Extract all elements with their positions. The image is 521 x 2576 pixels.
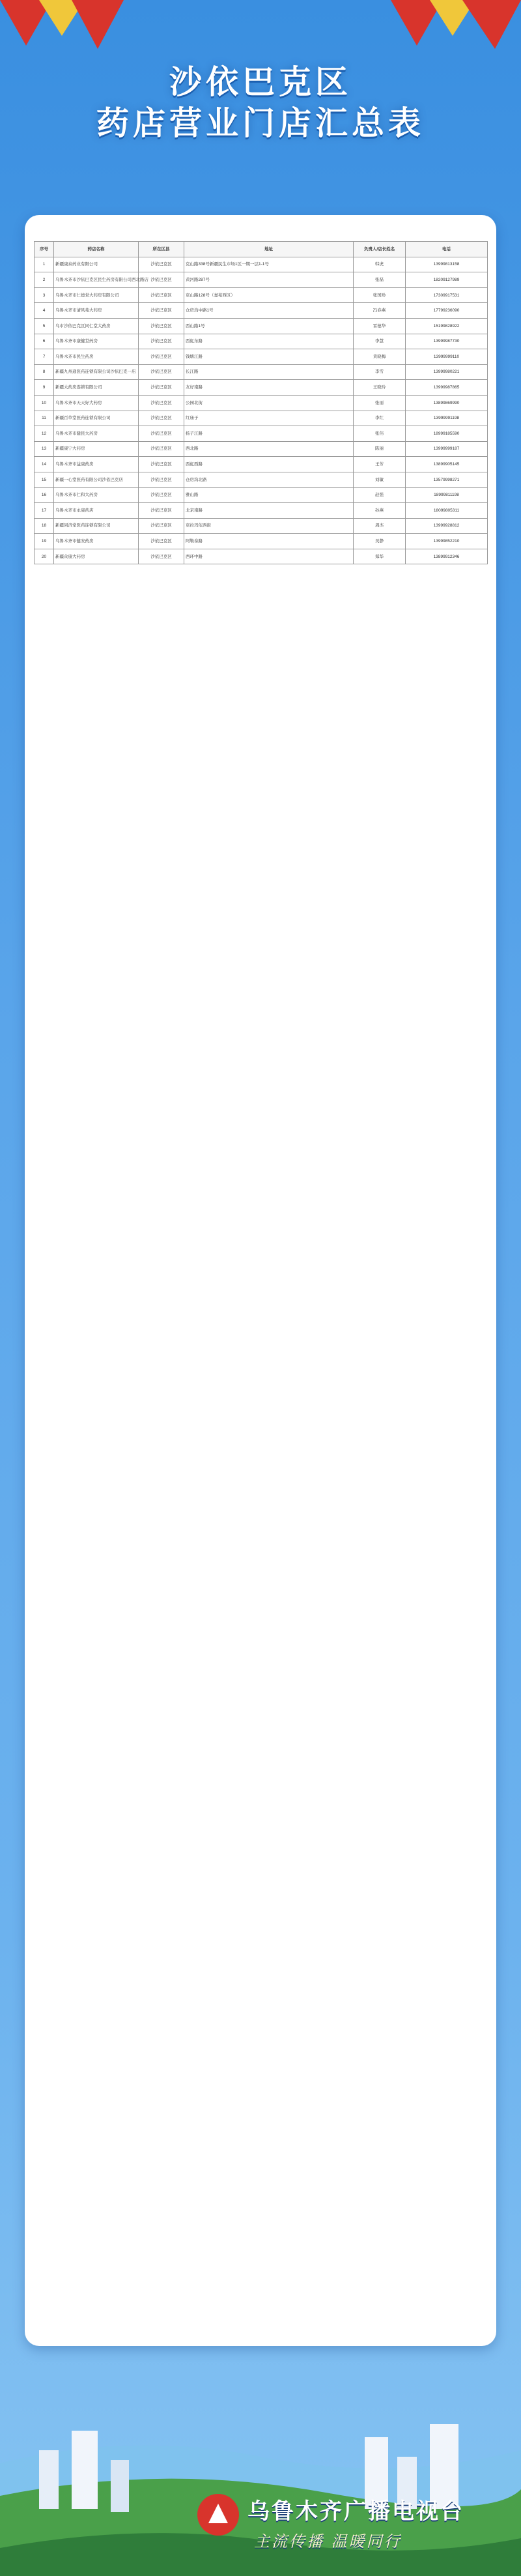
cell-manager: 张伟 bbox=[354, 426, 406, 442]
cell-district: 沙依巴克区 bbox=[139, 272, 184, 288]
cell-address: 红庙子 bbox=[184, 411, 354, 426]
cell-phone: 13899912346 bbox=[406, 549, 488, 564]
cell-manager: 冯春燕 bbox=[354, 303, 406, 319]
header-index: 序号 bbox=[35, 242, 54, 257]
cell-manager: 雷德华 bbox=[354, 318, 406, 334]
top-flags-decoration bbox=[0, 0, 521, 52]
cell-index: 17 bbox=[35, 503, 54, 519]
cell-address: 北京南路 bbox=[184, 503, 354, 519]
pharmacy-table bbox=[34, 241, 487, 564]
cell-district: 沙依巴克区 bbox=[139, 503, 184, 519]
cell-manager: 孙燕 bbox=[354, 503, 406, 519]
cell-phone: 13999813158 bbox=[406, 257, 488, 272]
table-row bbox=[35, 426, 488, 442]
cell-district: 沙依巴克区 bbox=[139, 318, 184, 334]
cell-manager: 张丽 bbox=[354, 395, 406, 411]
table-row bbox=[35, 272, 488, 288]
cell-address: 友好南路 bbox=[184, 380, 354, 396]
cell-address: 西北路 bbox=[184, 441, 354, 457]
cell-store-name: 新疆康宁大药房 bbox=[54, 441, 139, 457]
cell-address: 西山路1号 bbox=[184, 318, 354, 334]
cell-district: 沙依巴克区 bbox=[139, 349, 184, 365]
cell-store-name: 乌鲁木齐市益康药房 bbox=[54, 457, 139, 472]
cell-district: 沙依巴克区 bbox=[139, 534, 184, 549]
cell-store-name: 乌鲁木齐市康健堂药房 bbox=[54, 334, 139, 349]
cell-manager: 郑华 bbox=[354, 549, 406, 564]
cell-manager: 赵强 bbox=[354, 487, 406, 503]
cell-manager: 李雪 bbox=[354, 364, 406, 380]
cell-manager: 李红 bbox=[354, 411, 406, 426]
page-title bbox=[0, 62, 521, 143]
cell-index: 18 bbox=[35, 518, 54, 534]
cell-index: 13 bbox=[35, 441, 54, 457]
cell-address: 长江路 bbox=[184, 364, 354, 380]
cell-district: 沙依巴克区 bbox=[139, 472, 184, 487]
cell-district: 沙依巴克区 bbox=[139, 380, 184, 396]
header-address: 地址 bbox=[184, 242, 354, 257]
cell-store-name: 乌市沙依巴克区同仁堂大药房 bbox=[54, 318, 139, 334]
cell-district: 沙依巴克区 bbox=[139, 441, 184, 457]
cell-address: 雅山路 bbox=[184, 487, 354, 503]
cell-index: 8 bbox=[35, 364, 54, 380]
table-card bbox=[25, 215, 496, 2346]
table-row bbox=[35, 549, 488, 564]
cell-phone: 18999811198 bbox=[406, 487, 488, 503]
table-row bbox=[35, 487, 488, 503]
cell-district: 沙依巴克区 bbox=[139, 395, 184, 411]
cell-index: 15 bbox=[35, 472, 54, 487]
cell-district: 沙依巴克区 bbox=[139, 426, 184, 442]
cell-district: 沙依巴克区 bbox=[139, 257, 184, 272]
cell-phone: 13999987865 bbox=[406, 380, 488, 396]
cell-phone: 13999999110 bbox=[406, 349, 488, 365]
table-row bbox=[35, 472, 488, 487]
table-row bbox=[35, 257, 488, 272]
cell-index: 1 bbox=[35, 257, 54, 272]
title-line-2: 药店营业门店汇总表 bbox=[96, 103, 425, 142]
table-header-row bbox=[35, 242, 488, 257]
header-store-name: 药店名称 bbox=[54, 242, 139, 257]
cell-district: 沙依巴克区 bbox=[139, 334, 184, 349]
table-row bbox=[35, 287, 488, 303]
cell-index: 2 bbox=[35, 272, 54, 288]
table-row bbox=[35, 503, 488, 519]
cell-address: 公园北街 bbox=[184, 395, 354, 411]
cell-index: 16 bbox=[35, 487, 54, 503]
brand-logo bbox=[195, 2489, 508, 2561]
cell-phone: 13999928812 bbox=[406, 518, 488, 534]
cell-district: 沙依巴克区 bbox=[139, 457, 184, 472]
table-row bbox=[35, 395, 488, 411]
cell-index: 5 bbox=[35, 318, 54, 334]
table-row bbox=[35, 349, 488, 365]
table-row bbox=[35, 411, 488, 426]
cell-manager: 陈丽 bbox=[354, 441, 406, 457]
cell-phone: 17309917531 bbox=[406, 287, 488, 303]
cell-manager: 刘敏 bbox=[354, 472, 406, 487]
broadcast-logo-icon bbox=[195, 2492, 241, 2538]
cell-store-name: 乌鲁木齐市仁德堂大药房有限公司 bbox=[54, 287, 139, 303]
cell-store-name: 乌鲁木齐市清风苑大药房 bbox=[54, 303, 139, 319]
cell-phone: 13999991198 bbox=[406, 411, 488, 426]
title-line-1: 沙依巴克区 bbox=[169, 63, 352, 101]
cell-manager: 王芳 bbox=[354, 457, 406, 472]
cell-phone: 15199828922 bbox=[406, 318, 488, 334]
table-row bbox=[35, 518, 488, 534]
cell-address: 黄河路287号 bbox=[184, 272, 354, 288]
cell-phone: 13899869990 bbox=[406, 395, 488, 411]
cell-store-name: 乌鲁木齐市仁和大药房 bbox=[54, 487, 139, 503]
cell-phone: 13999987730 bbox=[406, 334, 488, 349]
header-phone: 电话 bbox=[406, 242, 488, 257]
header-manager: 负责人/店长姓名 bbox=[354, 242, 406, 257]
cell-address: 仓房沟中路1号 bbox=[184, 303, 354, 319]
cell-district: 沙依巴克区 bbox=[139, 303, 184, 319]
cell-store-name: 新疆百草堂医药连锁有限公司 bbox=[54, 411, 139, 426]
cell-store-name: 乌鲁木齐市健民大药房 bbox=[54, 426, 139, 442]
cell-store-name: 乌鲁木齐市永康药店 bbox=[54, 503, 139, 519]
cell-store-name: 新疆一心堂医药有限公司沙依巴克店 bbox=[54, 472, 139, 487]
table-row bbox=[35, 441, 488, 457]
cell-manager: 吴静 bbox=[354, 534, 406, 549]
table-row bbox=[35, 364, 488, 380]
table-row bbox=[35, 318, 488, 334]
cell-phone: 13899905145 bbox=[406, 457, 488, 472]
table-row bbox=[35, 534, 488, 549]
cell-manager: 李慧 bbox=[354, 334, 406, 349]
cell-index: 14 bbox=[35, 457, 54, 472]
cell-store-name: 乌鲁木齐市健安药房 bbox=[54, 534, 139, 549]
cell-store-name: 新疆大药房连锁有限公司 bbox=[54, 380, 139, 396]
cell-phone: 13579998271 bbox=[406, 472, 488, 487]
cell-address: 克拉玛依西街 bbox=[184, 518, 354, 534]
cell-district: 沙依巴克区 bbox=[139, 518, 184, 534]
cell-phone: 17799236090 bbox=[406, 303, 488, 319]
brand-name: 乌鲁木齐广播电视台 bbox=[247, 2498, 464, 2525]
cell-store-name: 乌鲁木齐市沙依巴克区民生药房有限公司西北路店 bbox=[54, 272, 139, 288]
cell-index: 12 bbox=[35, 426, 54, 442]
cell-address: 阿勒泰路 bbox=[184, 534, 354, 549]
cell-address: 西环中路 bbox=[184, 549, 354, 564]
cell-index: 11 bbox=[35, 411, 54, 426]
cell-phone: 13999980221 bbox=[406, 364, 488, 380]
cell-store-name: 乌鲁木齐市民生药房 bbox=[54, 349, 139, 365]
cell-store-name: 新疆众康大药房 bbox=[54, 549, 139, 564]
cell-index: 4 bbox=[35, 303, 54, 319]
cell-address: 钱塘江路 bbox=[184, 349, 354, 365]
cell-phone: 13999999187 bbox=[406, 441, 488, 457]
cell-address: 克山路338号新疆民生市场1区一期一层1-1号 bbox=[184, 257, 354, 272]
cell-district: 沙依巴克区 bbox=[139, 364, 184, 380]
table-row bbox=[35, 380, 488, 396]
cell-index: 19 bbox=[35, 534, 54, 549]
cell-address: 西虹东路 bbox=[184, 334, 354, 349]
brand-slogan: 主流传播 温暖同行 bbox=[254, 2532, 402, 2551]
cell-index: 6 bbox=[35, 334, 54, 349]
cell-index: 7 bbox=[35, 349, 54, 365]
cell-address: 西虹西路 bbox=[184, 457, 354, 472]
table-row bbox=[35, 303, 488, 319]
cell-phone: 18099805311 bbox=[406, 503, 488, 519]
cell-address: 克山路128号（嘉苑西区） bbox=[184, 287, 354, 303]
cell-manager: 王晓玲 bbox=[354, 380, 406, 396]
cell-district: 沙依巴克区 bbox=[139, 487, 184, 503]
cell-phone: 18999185590 bbox=[406, 426, 488, 442]
cell-manager: 周杰 bbox=[354, 518, 406, 534]
header-district: 所在区县 bbox=[139, 242, 184, 257]
table-row bbox=[35, 334, 488, 349]
cell-store-name: 新疆同济堂医药连锁有限公司 bbox=[54, 518, 139, 534]
cell-manager: 张磊 bbox=[354, 272, 406, 288]
cell-store-name: 新疆九州通医药连锁有限公司沙依巴克一店 bbox=[54, 364, 139, 380]
cell-index: 3 bbox=[35, 287, 54, 303]
cell-manager: 张国珍 bbox=[354, 287, 406, 303]
cell-manager: 黄晓梅 bbox=[354, 349, 406, 365]
cell-store-name: 新疆康泰药业有限公司 bbox=[54, 257, 139, 272]
cell-index: 9 bbox=[35, 380, 54, 396]
cell-district: 沙依巴克区 bbox=[139, 549, 184, 564]
cell-address: 扬子江路 bbox=[184, 426, 354, 442]
cell-phone: 13999852210 bbox=[406, 534, 488, 549]
cell-index: 10 bbox=[35, 395, 54, 411]
cell-phone: 18209127989 bbox=[406, 272, 488, 288]
cell-address: 仓房沟北路 bbox=[184, 472, 354, 487]
cell-district: 沙依巴克区 bbox=[139, 411, 184, 426]
cell-manager: 韩虎 bbox=[354, 257, 406, 272]
table-row bbox=[35, 457, 488, 472]
cell-index: 20 bbox=[35, 549, 54, 564]
cell-district: 沙依巴克区 bbox=[139, 287, 184, 303]
cell-store-name: 乌鲁木齐市天天好大药房 bbox=[54, 395, 139, 411]
